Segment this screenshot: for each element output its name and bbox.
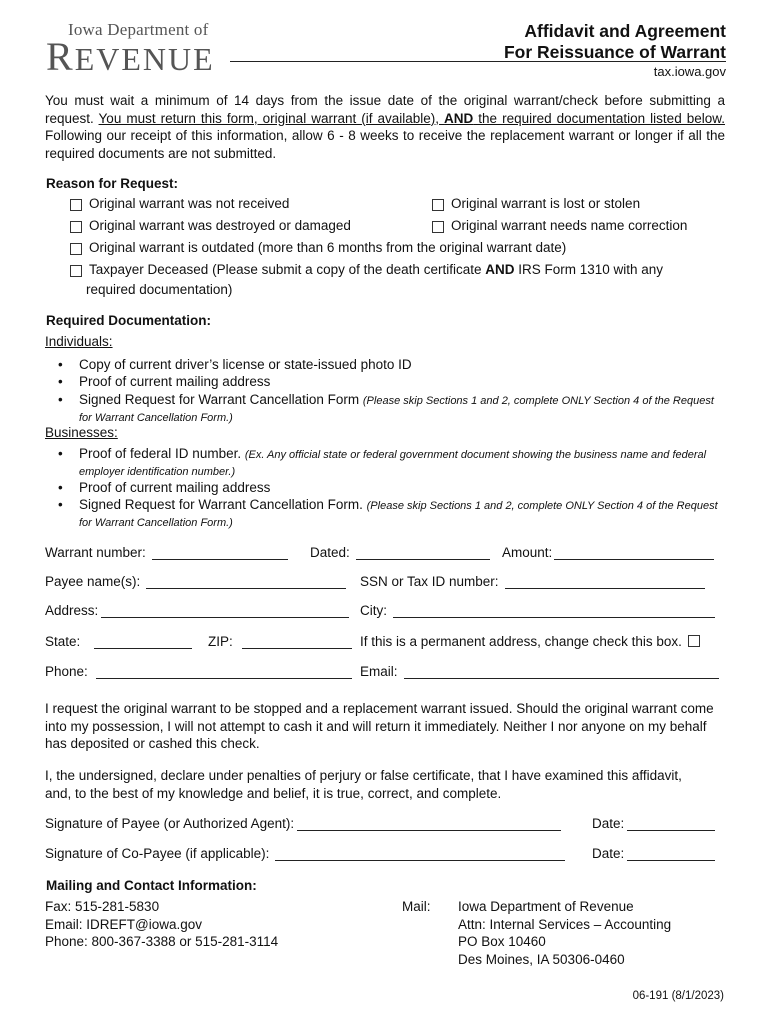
list-item: • Proof of current mailing address xyxy=(58,480,271,495)
fax-text: Fax: 515-281-5830 xyxy=(45,899,160,914)
request-statement: I request the original warrant to be stopped and a replacement warrant issued. Should the original warrant come into my possession, I will not attempt to cash it and will return it immediately. Neither I nor anyone on my behalf has deposited or cashed this check. xyxy=(45,701,714,751)
checkbox[interactable] xyxy=(432,199,444,211)
list-item: • Proof of federal ID number. (Ex. Any official state or federal government document showing the business name and federal employer identification number.) xyxy=(58,446,707,478)
mail-address xyxy=(458,898,671,968)
field-label: Signature of Co-Payee (if applicable): xyxy=(45,846,270,861)
reason-label: Taxpayer Deceased (Please submit a copy of the death certificate AND IRS Form 1310 with any xyxy=(89,262,664,277)
individuals-label: Individuals: xyxy=(45,334,113,349)
phone-field[interactable] xyxy=(45,664,352,679)
city-field[interactable] xyxy=(360,603,715,618)
list-item: • Proof of current mailing address xyxy=(58,374,271,389)
intro-part2: You must return this form, original warrant (if available), xyxy=(98,110,445,126)
reason-destroyed[interactable] xyxy=(70,218,351,233)
contact-left-column xyxy=(45,898,278,951)
field-label: If this is a permanent address, change check this box. xyxy=(360,634,682,649)
field-label: SSN or Tax ID number: xyxy=(360,574,499,589)
field-label: Date: xyxy=(592,846,625,861)
reason-label: Original warrant needs name correction xyxy=(451,218,688,233)
businesses-label: Businesses: xyxy=(45,425,118,440)
mail-label: Mail: xyxy=(402,899,431,914)
reason-lost-stolen[interactable] xyxy=(432,196,640,211)
email-input[interactable] xyxy=(404,664,719,679)
intro-part4: the required documentation listed below. xyxy=(473,110,725,126)
form-title-line1: Affidavit and Agreement xyxy=(524,21,726,41)
logo-revenue-text xyxy=(46,33,215,80)
form-number: 06-191 (8/1/2023) xyxy=(632,990,724,1002)
checkbox[interactable] xyxy=(432,221,444,233)
field-label: Warrant number: xyxy=(45,545,146,560)
permanent-address-checkbox-row[interactable] xyxy=(360,634,700,649)
address-field[interactable] xyxy=(45,603,349,618)
logo-initial: R xyxy=(46,34,75,79)
field-label: Payee name(s): xyxy=(45,574,141,589)
email-field[interactable] xyxy=(360,664,719,679)
zip-field[interactable] xyxy=(208,634,352,649)
contact-heading: Mailing and Contact Information: xyxy=(46,878,257,893)
city-input[interactable] xyxy=(393,603,715,618)
logo-rest: EVENUE xyxy=(74,41,215,77)
warrant-number-field[interactable] xyxy=(45,545,288,560)
amount-input[interactable] xyxy=(554,545,714,560)
intro-part3: AND xyxy=(444,110,474,126)
state-input[interactable] xyxy=(94,634,192,649)
field-label: City: xyxy=(360,603,387,618)
dated-input[interactable] xyxy=(356,545,490,560)
list-item: • Signed Request for Warrant Cancellation Form (Please skip Sections 1 and 2, complete ONLY Section 4 of the Request for Warrant Cancellation Form.) xyxy=(58,392,714,424)
dated-field[interactable] xyxy=(310,545,490,560)
checkbox[interactable] xyxy=(70,265,82,277)
mail-line3: PO Box 10460 xyxy=(458,934,546,949)
mail-line2: Attn: Internal Services – Accounting xyxy=(458,916,672,932)
field-label: Email: xyxy=(360,664,398,679)
field-label: ZIP: xyxy=(208,634,233,649)
intro-part5: Following our receipt of this information, allow 6 - 8 weeks to receive the replacement warrant or longer if all the required documents are not submitted. xyxy=(45,128,725,161)
copayee-signature-field[interactable] xyxy=(45,846,565,861)
reason-name-correction[interactable] xyxy=(432,218,687,233)
ssn-field[interactable] xyxy=(360,574,705,589)
address-input[interactable] xyxy=(101,603,349,618)
ssn-input[interactable] xyxy=(505,574,705,589)
payee-signature-field[interactable] xyxy=(45,816,561,831)
amount-field[interactable] xyxy=(502,545,714,560)
reason-label: Original warrant was destroyed or damaged xyxy=(89,218,351,233)
docs-heading: Required Documentation: xyxy=(46,313,212,328)
reason-not-received[interactable] xyxy=(70,196,289,211)
declaration-statement: I, the undersigned, declare under penalties of perjury or false certificate, that I have examined this affidavit, and, to the best of my knowledge and belief, it is true, correct, and complete. xyxy=(45,768,682,801)
warrant-number-input[interactable] xyxy=(152,545,288,560)
payee-signature-input[interactable] xyxy=(297,816,561,831)
copayee-signature-input[interactable] xyxy=(275,846,565,861)
title-divider xyxy=(230,61,726,62)
form-title-line2: For Reissuance of Warrant xyxy=(503,42,726,62)
reason-deceased[interactable] xyxy=(70,262,663,277)
copayee-date-input[interactable] xyxy=(627,846,715,861)
reason-outdated[interactable] xyxy=(70,240,566,255)
payee-date-input[interactable] xyxy=(627,816,715,831)
logo-department-text: Iowa Department of xyxy=(68,20,209,39)
field-label: Amount: xyxy=(502,545,553,560)
field-label: Signature of Payee (or Authorized Agent): xyxy=(45,816,295,831)
payee-date-field[interactable] xyxy=(592,816,715,831)
payee-input[interactable] xyxy=(146,574,346,589)
checkbox[interactable] xyxy=(70,221,82,233)
payee-field[interactable] xyxy=(45,574,346,589)
checkbox[interactable] xyxy=(70,199,82,211)
copayee-date-field[interactable] xyxy=(592,846,715,861)
field-label: State: xyxy=(45,634,81,649)
phone-input[interactable] xyxy=(96,664,352,679)
website-text: tax.iowa.gov xyxy=(653,64,726,79)
field-label: Phone: xyxy=(45,664,88,679)
email-text: Email: IDREFT@iowa.gov xyxy=(45,916,202,932)
field-label: Address: xyxy=(45,603,99,618)
mail-line4: Des Moines, IA 50306-0460 xyxy=(458,951,625,967)
intro-part1: You must wait a minimum of 14 days from the issue date of the original warrant/check before submitting a request. xyxy=(45,93,725,126)
reason-label: Original warrant was not received xyxy=(89,196,290,211)
mail-line1: Iowa Department of Revenue xyxy=(458,899,634,914)
list-item: • Copy of current driver’s license or state-issued photo ID xyxy=(58,357,412,372)
permanent-address-checkbox[interactable] xyxy=(688,635,700,647)
reason-deceased-line2: required documentation) xyxy=(86,282,233,297)
reason-label: Original warrant is lost or stolen xyxy=(451,196,641,211)
zip-input[interactable] xyxy=(242,634,352,649)
list-item: • Signed Request for Warrant Cancellation Form. (Please skip Sections 1 and 2, complete ONLY Section 4 of the Request for Warrant Cancellation Form.) xyxy=(58,497,718,529)
field-label: Dated: xyxy=(310,545,350,560)
checkbox[interactable] xyxy=(70,243,82,255)
reason-label: Original warrant is outdated (more than 6 months from the original warrant date) xyxy=(89,240,567,255)
intro-paragraph xyxy=(45,92,725,162)
state-field[interactable] xyxy=(45,634,192,649)
reason-heading: Reason for Request: xyxy=(46,176,179,191)
field-label: Date: xyxy=(592,816,625,831)
phone-text: Phone: 800-367-3388 or 515-281-3114 xyxy=(45,934,279,949)
